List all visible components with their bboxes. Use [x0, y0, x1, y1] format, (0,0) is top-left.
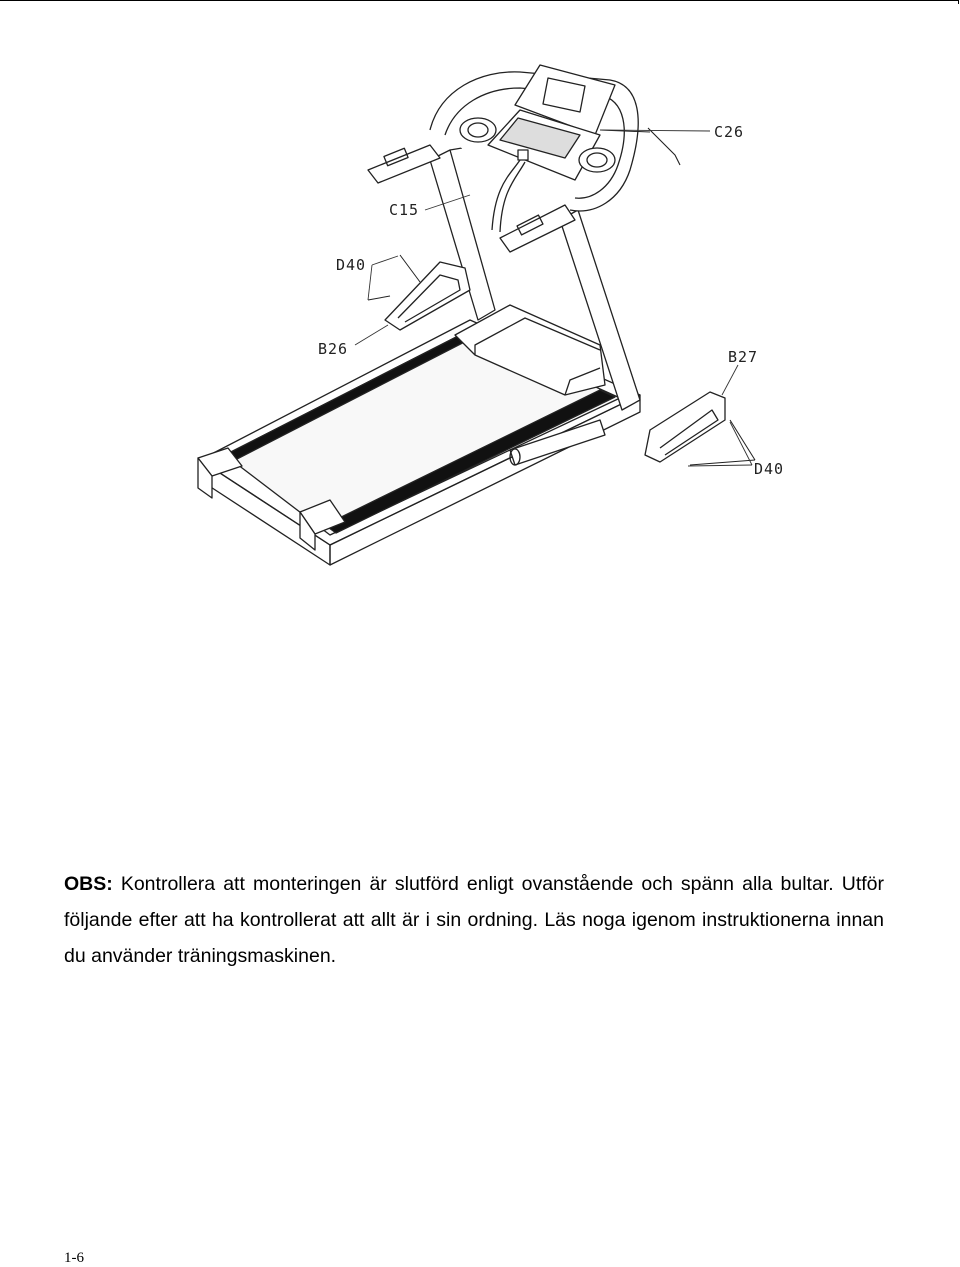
callout-d40-left: D40 — [336, 256, 367, 274]
callout-c26: C26 — [714, 123, 745, 141]
spring-part — [648, 128, 680, 165]
callout-b27: B27 — [728, 348, 759, 366]
callout-b26: B26 — [318, 340, 349, 358]
note-text: Kontrollera att monteringen är slutförd enligt ovanstående och spänn alla bultar. Utför följande efter att ha kontrollerat att allt är i sin ordning. Läs noga igenom instruktionerna innan du använder träningsmaskinen. — [64, 873, 884, 967]
left-foot-cover — [385, 262, 470, 330]
callout-d40-right: D40 — [754, 460, 785, 478]
treadmill-deck — [198, 305, 640, 565]
right-foot-cover — [645, 392, 725, 462]
callout-c15: C15 — [389, 201, 420, 219]
note-lead: OBS: — [64, 873, 113, 895]
treadmill-assembly-diagram — [0, 0, 960, 600]
assembly-note — [64, 866, 884, 974]
page-number: 1-6 — [64, 1250, 84, 1266]
console-frame — [368, 65, 638, 252]
